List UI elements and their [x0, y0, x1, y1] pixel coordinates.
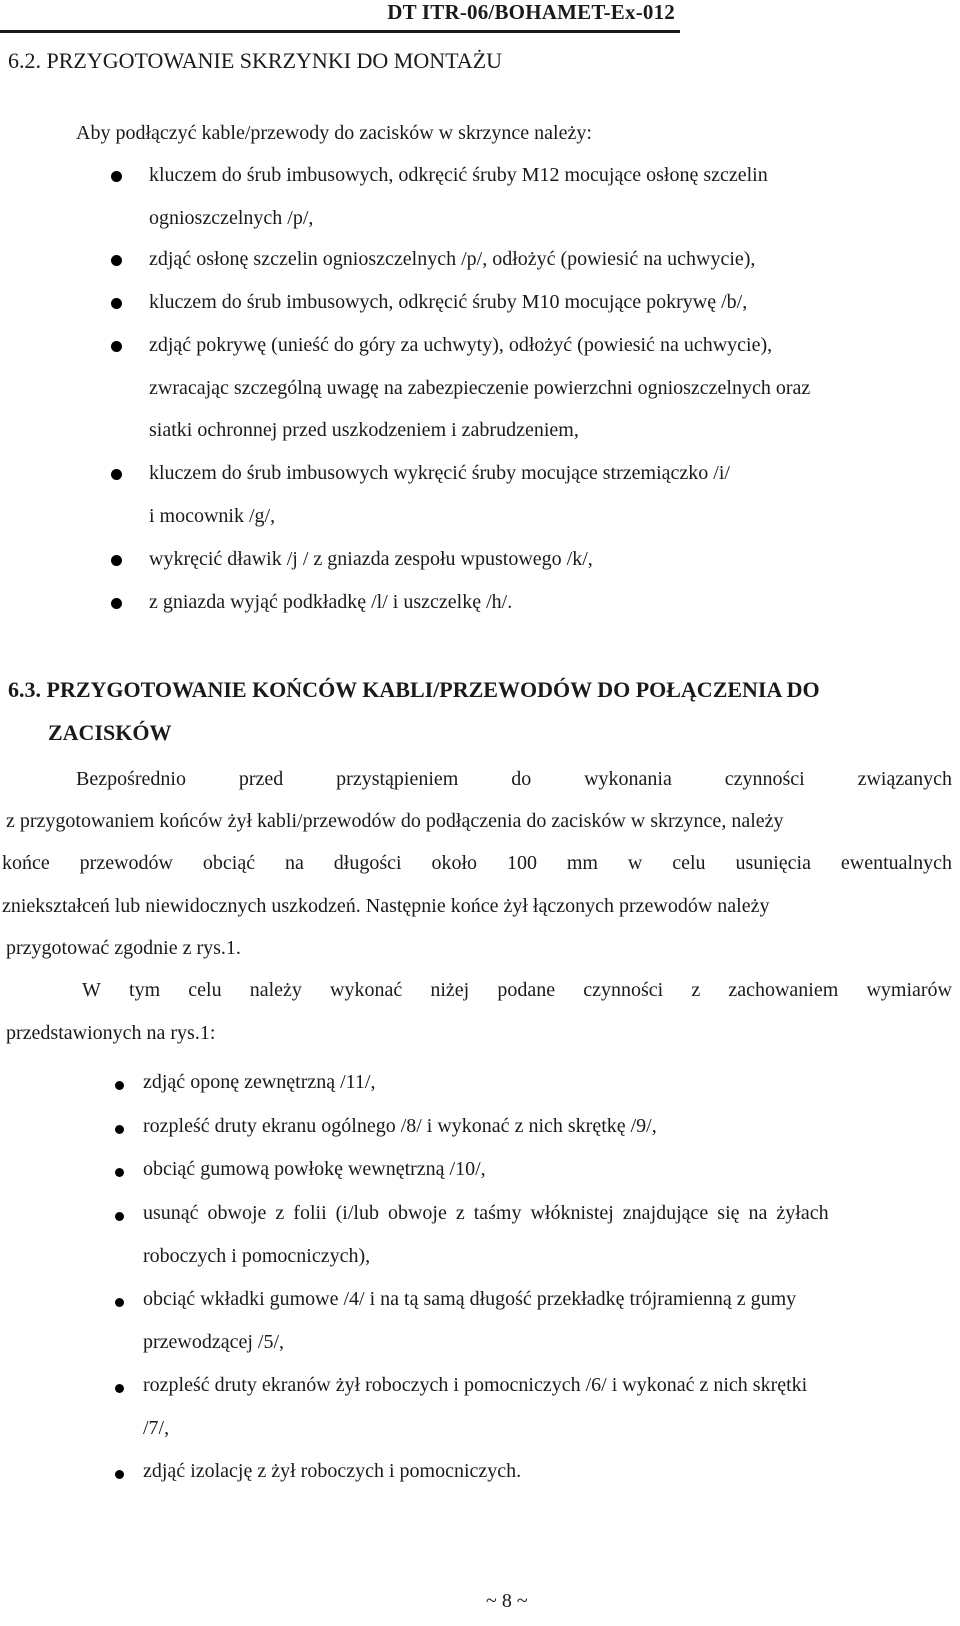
word: należy [249, 979, 302, 1001]
bullet-icon [111, 341, 122, 352]
list-item: zdjąć oponę zewnętrzną /11/, [143, 1071, 376, 1093]
word: przewodów [79, 852, 173, 874]
list-item-continuation: i mocownik /g/, [149, 505, 276, 527]
page-number: ~ 8 ~ [486, 1590, 528, 1612]
word: czynności [583, 979, 664, 1001]
word: niżej [430, 979, 470, 1001]
bullet-icon [111, 255, 122, 266]
paragraph-line-justified [82, 979, 952, 1002]
list-item: kluczem do śrub imbusowych wykręcić śruby mocujące strzemiączko /i/ [149, 462, 730, 484]
bullet-icon [115, 1125, 124, 1134]
word: ewentualnych [840, 852, 952, 874]
list-item-text: usunąć obwoje z folii (i/lub obwoje z taśmy włóknistej znajdujące się na żyłach [143, 1202, 829, 1224]
word: czynności [724, 768, 805, 790]
word: na [284, 852, 304, 874]
word: zachowaniem [728, 979, 839, 1001]
list-item-continuation: ognioszczelnych /p/, [149, 207, 314, 229]
word: obciąć [202, 852, 256, 874]
bullet-icon [111, 171, 122, 182]
list-item: zdjąć pokrywę (unieść do góry za uchwyty), odłożyć (powiesić na uchwycie), [149, 334, 773, 356]
paragraph-line: przedstawionych na rys.1: [6, 1022, 216, 1044]
list-item: z gniazda wyjąć podkładkę /l/ i uszczelkę /h/. [149, 591, 513, 613]
paragraph-line: z przygotowaniem końców żył kabli/przewodów do podłączenia do zacisków w skrzynce, należy [6, 810, 784, 832]
word: z [691, 979, 701, 1001]
bullet-icon [111, 298, 122, 309]
list-item-continuation: przewodzącej /5/, [143, 1331, 285, 1353]
paragraph-line-justified [76, 768, 952, 791]
list-item-continuation: /7/, [143, 1417, 170, 1439]
word: wykonać [330, 979, 403, 1001]
word: długości [333, 852, 402, 874]
paragraph-line: przygotować zgodnie z rys.1. [6, 937, 241, 959]
bullet-icon [115, 1212, 124, 1221]
paragraph-line: zniekształceń lub niewidocznych uszkodzeń. Następnie końce żył łączonych przewodów należy [2, 895, 770, 917]
word: w [627, 852, 643, 874]
bullet-icon [115, 1298, 124, 1307]
word: W [82, 979, 101, 1001]
word: tym [129, 979, 161, 1001]
word: celu [672, 852, 706, 874]
word: Bezpośrednio [76, 768, 186, 790]
word: mm [566, 852, 598, 874]
section-6-2-intro: Aby podłączyć kable/przewody do zacisków w skrzynce należy: [76, 122, 592, 144]
word: do [511, 768, 532, 790]
list-item: kluczem do śrub imbusowych, odkręcić śruby M12 mocujące osłonę szczelin [149, 164, 768, 186]
section-6-3-heading: 6.3. PRZYGOTOWANIE KOŃCÓW KABLI/PRZEWODÓW DO POŁĄCZENIA DO [8, 677, 820, 702]
bullet-icon [115, 1384, 124, 1393]
section-6-2-heading: 6.2. PRZYGOTOWANIE SKRZYNKI DO MONTAŻU [8, 48, 503, 73]
word: związanych [857, 768, 952, 790]
word: końce [2, 852, 50, 874]
word: około [431, 852, 478, 874]
list-item-continuation: zwracając szczególną uwagę na zabezpieczenie powierzchni ognioszczelnych oraz [149, 377, 811, 399]
list-item: rozpleść druty ekranów żył roboczych i pomocniczych /6/ i wykonać z nich skrętki [143, 1374, 808, 1396]
list-item: obciąć gumową powłokę wewnętrzną /10/, [143, 1158, 486, 1180]
bullet-icon [111, 598, 122, 609]
word: celu [188, 979, 222, 1001]
bullet-icon [115, 1470, 124, 1479]
list-item: kluczem do śrub imbusowych, odkręcić śruby M10 mocujące pokrywę /b/, [149, 291, 748, 313]
list-item-continuation: roboczych i pomocniczych), [143, 1245, 371, 1267]
document-id: DT ITR-06/BOHAMET-Ex-012 [387, 0, 675, 24]
bullet-icon [115, 1081, 124, 1090]
bullet-icon [115, 1168, 124, 1177]
section-6-3-heading-continuation: ZACISKÓW [48, 720, 172, 745]
list-item-continuation: siatki ochronnej przed uszkodzeniem i zabrudzeniem, [149, 419, 579, 441]
word: wykonania [584, 768, 672, 790]
word: przed [238, 768, 284, 790]
list-item: wykręcić dławik /j / z gniazda zespołu wpustowego /k/, [149, 548, 593, 570]
word: 100 [506, 852, 537, 874]
word: usunięcia [735, 852, 811, 874]
header-rule [0, 30, 680, 33]
word: podane [497, 979, 556, 1001]
list-item [143, 1202, 952, 1225]
list-item: obciąć wkładki gumowe /4/ i na tą samą długość przekładkę trójramienną z gumy [143, 1288, 797, 1310]
word: wymiarów [866, 979, 952, 1001]
list-item: rozpleść druty ekranu ogólnego /8/ i wykonać z nich skrętkę /9/, [143, 1115, 657, 1137]
word: przystąpieniem [336, 768, 459, 790]
bullet-icon [111, 555, 122, 566]
list-item: zdjąć izolację z żył roboczych i pomocniczych. [143, 1460, 522, 1482]
paragraph-line-justified [2, 852, 952, 875]
list-item: zdjąć osłonę szczelin ognioszczelnych /p/, odłożyć (powiesić na uchwycie), [149, 248, 756, 270]
bullet-icon [111, 469, 122, 480]
